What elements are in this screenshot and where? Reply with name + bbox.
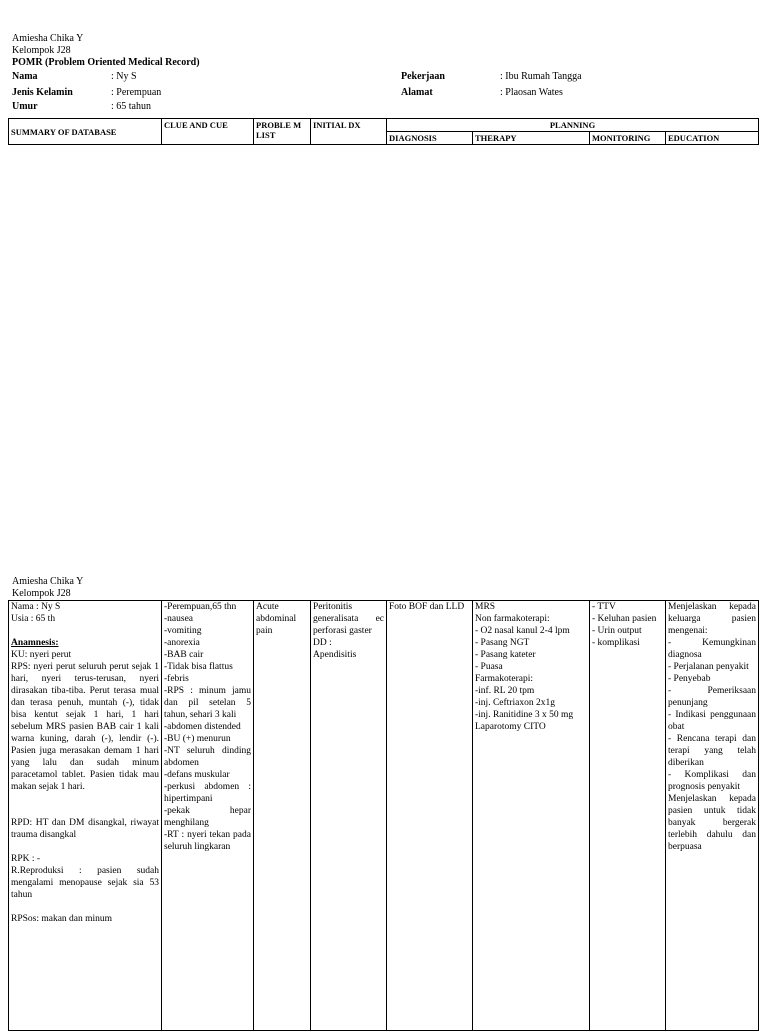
clue-item: -RT : nyeri tekan pada seluruh lingkaran [164, 830, 251, 852]
alamat-value: : Plaosan Wates [500, 87, 563, 98]
education-item: Menjelaskan kepada pasien untuk tidak banyak bergerak terlebih dahulu dan berpuasa [668, 794, 756, 852]
initial-dx-main: Peritonitis generalisata ec perforasi gaster [313, 602, 384, 636]
initial-dx-dd-label: DD : [313, 638, 332, 648]
monitoring-item: - Keluhan pasien [592, 614, 657, 624]
summary-cell [9, 601, 162, 1031]
header-group: Kelompok J28 [12, 45, 71, 56]
clue-item: -RPS : minum jamu dan pil setelan 5 tahun, sehari 3 kali [164, 686, 251, 720]
summary-reproduksi: R.Reproduksi : pasien sudah mengalami menopause sejak sia 53 tahun [11, 866, 159, 900]
clue-item: -pekak hepar menghilang [164, 806, 251, 828]
col-problem-list: PROBLE M LIST [254, 119, 311, 145]
summary-rpsos: RPSos: makan dan minum [11, 914, 113, 924]
education-item: - Pemeriksaan penunjang [668, 686, 756, 708]
umur-value: : 65 tahun [111, 101, 151, 112]
clue-item: -abdomen distended [164, 722, 241, 732]
nama-value: : Ny S [111, 71, 137, 82]
clue-cell [162, 601, 254, 1031]
header-author: Amiesha Chika Y [12, 33, 84, 44]
col-therapy: THERAPY [473, 132, 590, 145]
education-item: - Penyebab [668, 674, 711, 684]
education-item: Menjelaskan kepada keluarga pasien mengenai: [668, 602, 756, 636]
document-title: POMR (Problem Oriented Medical Record) [12, 57, 200, 68]
clue-item: -defans muskular [164, 770, 230, 780]
education-item: - Kemungkinan diagnosa [668, 638, 756, 660]
col-initial-dx: INITIAL DX [311, 119, 387, 145]
diagnosis-plan: Foto BOF dan LLD [389, 602, 465, 612]
pekerjaan-value: : Ibu Rumah Tangga [500, 71, 582, 82]
initial-dx-dd: Apendisitis [313, 650, 357, 660]
summary-rpk: RPK : - [11, 854, 41, 864]
clue-item: -perkusi abdomen : hipertimpani [164, 782, 251, 804]
therapy-item: - Puasa [475, 662, 503, 672]
nama-label: Nama [12, 71, 38, 82]
clue-item: -NT seluruh dinding abdomen [164, 746, 251, 768]
therapy-item: - Pasang NGT [475, 638, 530, 648]
therapy-item: MRS [475, 602, 496, 612]
summary-rps: RPS: nyeri perut seluruh perut sejak 1 hari, nyeri terus-terusan, nyeri dirasakan tiba-tiba. Perut terasa mual dan terasa penuh, muntah (-), tidak bisa kentut sejak 1 hari, 1 hari sebelum MRS pasien BAB cair 1 kali warna kuning, darah (-), lendir (-). Pasien juga merasakan demam 1 hari yang lalu dan sudah minum paracetamol tablet. Pasien tidak mau makan sejak 1 hari. [11, 662, 159, 792]
problem-item: Acute abdominal pain [256, 602, 297, 636]
therapy-item: Laparotomy CITO [475, 722, 546, 732]
umur-label: Umur [12, 101, 38, 112]
clue-item: -Tidak bisa flattus [164, 662, 233, 672]
clue-item: -BU (+) menurun [164, 734, 231, 744]
header2-author: Amiesha Chika Y [12, 576, 84, 587]
pomr-content-table [8, 600, 759, 1031]
col-planning: PLANNING [387, 119, 759, 132]
col-summary-of-database: SUMMARY OF DATABASE [9, 119, 162, 145]
monitoring-item: - komplikasi [592, 638, 640, 648]
therapy-item: -inj. Ceftriaxon 2x1g [475, 698, 555, 708]
col-clue-and-cue: CLUE AND CUE [162, 119, 254, 145]
clue-item: -febris [164, 674, 189, 684]
therapy-item: - Pasang kateter [475, 650, 536, 660]
summary-ku: KU: nyeri perut [11, 650, 72, 660]
alamat-label: Alamat [401, 87, 433, 98]
therapy-item: -inj. Ranitidine 3 x 50 mg [475, 710, 574, 720]
summary-anamnesis-heading: Anamnesis: [11, 638, 59, 648]
initial-dx-cell [311, 601, 387, 1031]
header2-group: Kelompok J28 [12, 588, 71, 599]
therapy-item: Farmakoterapi: [475, 674, 534, 684]
monitoring-item: - Urin output [592, 626, 642, 636]
monitoring-item: - TTV [592, 602, 616, 612]
summary-usia: Usia : 65 th [11, 614, 56, 624]
jenis-kelamin-label: Jenis Kelamin [12, 87, 73, 98]
clue-item: -BAB cair [164, 650, 204, 660]
diagnosis-cell [387, 601, 473, 1031]
therapy-item: -inf. RL 20 tpm [475, 686, 535, 696]
therapy-item: Non farmakoterapi: [475, 614, 550, 624]
clue-item: -vomiting [164, 626, 202, 636]
therapy-item: - O2 nasal kanul 2-4 lpm [475, 626, 570, 636]
col-monitoring: MONITORING [590, 132, 666, 145]
clue-item: -anorexia [164, 638, 200, 648]
problem-list-cell [254, 601, 311, 1031]
pekerjaan-label: Pekerjaan [401, 71, 445, 82]
col-diagnosis: DIAGNOSIS [387, 132, 473, 145]
education-cell [666, 601, 759, 1031]
jenis-kelamin-value: : Perempuan [111, 87, 162, 98]
clue-item: -nausea [164, 614, 194, 624]
summary-nama: Nama : Ny S [11, 602, 61, 612]
education-item: - Rencana terapi dan terapi yang telah diberikan [668, 734, 756, 768]
pomr-header-table [8, 118, 759, 145]
education-item: - Indikasi penggunaan obat [668, 710, 756, 732]
therapy-cell [473, 601, 590, 1031]
col-education: EDUCATION [666, 132, 759, 145]
clue-item: -Perempuan,65 thn [164, 602, 237, 612]
summary-rpd: RPD: HT dan DM disangkal, riwayat trauma disangkal [11, 818, 159, 840]
education-item: - Perjalanan penyakit [668, 662, 749, 672]
monitoring-cell [590, 601, 666, 1031]
education-item: - Komplikasi dan prognosis penyakit [668, 770, 756, 792]
